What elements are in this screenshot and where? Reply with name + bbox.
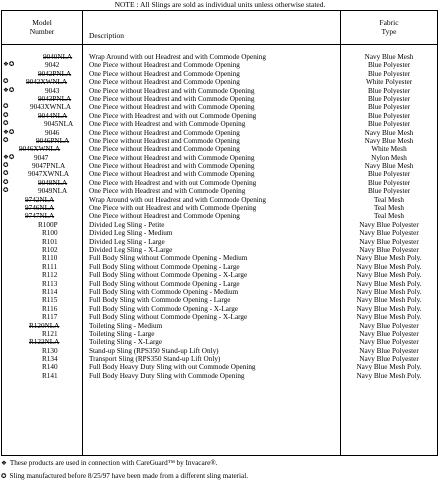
table-row: [2, 296, 437, 304]
fabric-type-cell: Navy Blue Polyester: [359, 346, 419, 355]
table-row: [2, 87, 437, 95]
description-cell: One Piece with out Headrest and with Commode Opening: [89, 204, 257, 213]
description-cell: One Piece without Headrest and with Commode Opening: [89, 162, 255, 171]
footnote-careguard: ❖ These products are used in connection with CareGuard™ by Invacare®.: [1, 459, 218, 467]
model-number: R101: [42, 237, 58, 246]
star-badge-icon: ✪: [1, 473, 7, 480]
model-number: 9046: [45, 128, 60, 137]
model-number: R113: [42, 279, 58, 288]
table-row: [2, 70, 437, 78]
note-text: NOTE : All Slings are sold as individual units unless otherwise stated.: [114, 0, 326, 9]
fabric-type-cell: Blue Polyester: [367, 187, 411, 196]
model-number: 9042XWNLA: [26, 78, 68, 87]
description-cell: Full Body Heavy Duty Sling with out Commode Opening: [89, 363, 256, 372]
description-cell: Stand-up Sling (RPS350 Stand-up Lift Only): [89, 346, 219, 355]
fabric-type-cell: Navy Blue Polyester: [359, 338, 419, 347]
model-number: R122NLA: [29, 338, 60, 347]
model-number: R134: [42, 355, 58, 364]
table-row: [2, 322, 437, 330]
description-cell: One Piece without Headrest and with Commode Opening: [89, 170, 255, 179]
fabric-type-cell: Teal Mesh: [373, 212, 405, 221]
fabric-type-cell: Navy Blue Mesh: [364, 128, 414, 137]
table-row: [2, 145, 437, 153]
footnote-symbol-icon: ❖✪: [3, 128, 15, 136]
model-number: R121: [42, 329, 58, 338]
model-number: R117: [42, 313, 58, 322]
table-row: [2, 229, 437, 237]
footnote-symbol-icon: ✪: [3, 103, 9, 111]
description-cell: One Piece without Headrest and with Commode Opening: [89, 153, 255, 162]
table-header: [2, 11, 437, 45]
table-body: [2, 53, 437, 380]
fabric-type-cell: Navy Blue Mesh Poly.: [356, 271, 422, 280]
table-row: [2, 95, 437, 103]
description-cell: Full Body Sling without Commode Opening - X-Large: [89, 271, 248, 280]
description-cell: Full Body Sling with Commode Opening - Large: [89, 296, 231, 305]
model-number: 9042PNLA: [38, 69, 72, 78]
model-number: R100: [42, 229, 58, 238]
model-number: 9040NLA: [43, 53, 73, 61]
description-cell: One Piece with Headrest and with Commode Opening: [89, 187, 246, 196]
model-number: R116: [42, 304, 58, 313]
table-row: [2, 53, 437, 61]
footnote-symbol-icon: ❖✪: [3, 61, 15, 69]
model-number: 9048NLA: [38, 178, 68, 187]
description-cell: One Piece without Headrest and Commode Opening: [89, 78, 240, 87]
header-model-number: Model Number: [29, 18, 55, 36]
description-cell: One Piece without Headrest and Commode Opening: [89, 69, 240, 78]
description-cell: Wrap Around with out Headrest and with Commode Opening: [89, 195, 266, 204]
description-cell: Toileting Sling - Medium: [89, 321, 163, 330]
table-row: [2, 313, 437, 321]
footnote-symbol-icon: ✪: [3, 187, 9, 195]
description-cell: Wrap Around with out Headrest and with Commode Opening: [89, 53, 266, 61]
description-cell: Divided Leg Sling - Large: [89, 237, 165, 246]
description-cell: One Piece without Headrest and Commode Opening: [89, 61, 240, 70]
model-number: R115: [42, 296, 58, 305]
footnote-symbol-icon: ✪: [3, 136, 9, 144]
description-cell: One Piece with Headrest and with out Commode Opening: [89, 111, 257, 120]
description-cell: Full Body Sling with Commode Opening - Medium: [89, 287, 239, 296]
fabric-type-cell: Navy Blue Mesh: [364, 136, 414, 145]
model-number: 9747NLA: [25, 212, 55, 221]
fabric-type-cell: Blue Polyester: [367, 103, 411, 112]
model-number: 9045NLA: [44, 120, 74, 129]
description-cell: One Piece without Headrest and Commode Opening: [89, 136, 240, 145]
model-number: 9742NLA: [25, 195, 55, 204]
table-row: [2, 372, 437, 380]
table-row: [2, 238, 437, 246]
description-cell: Full Body Sling without Commode Opening - Medium: [89, 254, 248, 263]
table-row: [2, 330, 437, 338]
description-cell: Full Body Sling without Commode Opening - Large: [89, 279, 240, 288]
fabric-type-cell: Blue Polyester: [367, 120, 411, 129]
fabric-type-cell: Navy Blue Mesh: [364, 53, 414, 61]
description-cell: Toileting Sling - Large: [89, 329, 155, 338]
fabric-type-cell: Teal Mesh: [373, 195, 405, 204]
model-number: R112: [42, 271, 58, 280]
model-number: 9047XWNLA: [28, 170, 70, 179]
sling-table: [1, 10, 438, 456]
table-row: [2, 246, 437, 254]
table-row: [2, 271, 437, 279]
table-row: [2, 137, 437, 145]
fabric-type-cell: Navy Blue Mesh Poly.: [356, 363, 422, 372]
model-number: 9043: [45, 86, 60, 95]
fabric-type-cell: Navy Blue Polyester: [359, 220, 419, 229]
table-row: [2, 112, 437, 120]
table-row: [2, 103, 437, 111]
fabric-type-cell: Navy Blue Polyester: [359, 245, 419, 254]
table-row: [2, 129, 437, 137]
fabric-type-cell: Navy Blue Mesh Poly.: [356, 262, 422, 271]
header-description: Description: [89, 31, 124, 40]
table-row: [2, 221, 437, 229]
table-row: [2, 162, 437, 170]
description-cell: Full Body Heavy Duty Sling with Commode Opening: [89, 371, 245, 380]
table-row: [2, 179, 437, 187]
model-number: R100P: [38, 220, 58, 229]
model-number: R102: [42, 245, 58, 254]
fabric-type-cell: Navy Blue Mesh Poly.: [356, 296, 422, 305]
table-row: [2, 120, 437, 128]
model-number: 9046XWNLA: [19, 145, 61, 154]
fabric-type-cell: Navy Blue Mesh Poly.: [356, 279, 422, 288]
description-cell: One Piece with Headrest and with out Commode Opening: [89, 178, 257, 187]
description-cell: Transport Sling (RPS350 Stand-up Lift Only): [89, 355, 221, 364]
description-cell: Toileting Sling - X-Large: [89, 338, 163, 347]
table-row: [2, 204, 437, 212]
table-row: [2, 61, 437, 69]
model-number: 9043XWNLA: [30, 103, 72, 112]
footnote-material: ✪ Sling manufactured before 8/25/97 have been made from a different sling material.: [1, 472, 249, 480]
fabric-type-cell: Navy Blue Polyester: [359, 229, 419, 238]
footnote-symbol-icon: ✪: [3, 78, 9, 86]
fabric-type-cell: Navy Blue Mesh Poly.: [356, 304, 422, 313]
model-number: R141: [42, 371, 58, 380]
description-cell: One Piece without Headrest and Commode Opening: [89, 128, 240, 137]
table-row: [2, 338, 437, 346]
fabric-type-cell: Blue Polyester: [367, 111, 411, 120]
footnote-symbol-icon: ✪: [3, 178, 9, 186]
fabric-type-cell: Navy Blue Mesh: [364, 162, 414, 171]
model-number: 9746NLA: [25, 204, 55, 213]
footnote-symbol-icon: ✪: [3, 162, 9, 170]
table-row: [2, 196, 437, 204]
table-row: [2, 187, 437, 195]
model-number: 9042: [45, 61, 60, 70]
table-row: [2, 154, 437, 162]
fabric-type-cell: White Polyester: [365, 78, 413, 87]
fabric-type-cell: White Mesh: [371, 145, 407, 154]
model-number: 9049NLA: [38, 187, 68, 196]
description-cell: Divided Leg Sling - Petite: [89, 220, 165, 229]
table-row: [2, 212, 437, 220]
model-number: 9047: [34, 153, 49, 162]
table-row: [2, 288, 437, 296]
footnote-symbol-icon: ✪: [3, 111, 9, 119]
description-cell: One Piece without Headrest and Commode Opening: [89, 145, 240, 154]
fabric-type-cell: Navy Blue Polyester: [359, 355, 419, 364]
fabric-type-cell: Blue Polyester: [367, 94, 411, 103]
fabric-type-cell: Navy Blue Polyester: [359, 321, 419, 330]
fabric-type-cell: Blue Polyester: [367, 61, 411, 70]
table-row: [2, 254, 437, 262]
fabric-type-cell: Navy Blue Mesh Poly.: [356, 287, 422, 296]
footnote-symbol-icon: ❖✪: [3, 153, 15, 161]
table-row: [2, 263, 437, 271]
table-row: [2, 170, 437, 178]
model-number: 9046PNLA: [36, 136, 70, 145]
fabric-type-cell: Navy Blue Polyester: [359, 237, 419, 246]
model-number: R110: [42, 254, 58, 263]
model-number: 9044NLA: [38, 111, 68, 120]
table-row: [2, 280, 437, 288]
table-row: [2, 355, 437, 363]
table-row: [2, 305, 437, 313]
model-number: R130: [42, 346, 58, 355]
description-cell: Full Body Sling with Commode Opening - X-Large: [89, 304, 239, 313]
model-number: R114: [42, 287, 58, 296]
description-cell: Full Body Sling without Commode Opening - Large: [89, 262, 240, 271]
description-cell: Divided Leg Sling - Medium: [89, 229, 173, 238]
description-cell: One Piece with Headrest and with Commode Opening: [89, 120, 246, 129]
fabric-type-cell: Blue Polyester: [367, 170, 411, 179]
model-number: R120NLA: [29, 321, 60, 330]
fabric-type-cell: Navy Blue Mesh Poly.: [356, 371, 422, 380]
fabric-type-cell: Blue Polyester: [367, 178, 411, 187]
table-row: [2, 363, 437, 371]
footnote-symbol-icon: ❖✪: [3, 86, 15, 94]
model-number: 9043PNLA: [38, 94, 72, 103]
description-cell: One Piece without Headrest and with Commode Opening: [89, 86, 255, 95]
fabric-type-cell: Nylon Mesh: [371, 153, 407, 162]
fabric-type-cell: Teal Mesh: [373, 204, 405, 213]
model-number: R140: [42, 363, 58, 372]
footnote-symbol-icon: ✪: [3, 170, 9, 178]
description-cell: One Piece without Headrest and Commode Opening: [89, 212, 240, 221]
fabric-type-cell: Blue Polyester: [367, 86, 411, 95]
fabric-type-cell: Navy Blue Mesh Poly.: [356, 254, 422, 263]
description-cell: Divided Leg Sling - X-Large: [89, 245, 173, 254]
diamond-icon: ❖: [1, 460, 7, 467]
description-cell: Full Body Sling without Commode Opening - X-Large: [89, 313, 248, 322]
table-row: [2, 78, 437, 86]
model-number: 9047PNLA: [32, 162, 66, 171]
header-fabric-type: Fabric Type: [379, 18, 399, 36]
footnote-symbol-icon: ✪: [3, 120, 9, 128]
model-number: R111: [42, 262, 58, 271]
table-row: [2, 347, 437, 355]
fabric-type-cell: Navy Blue Polyester: [359, 329, 419, 338]
description-cell: One Piece without Headrest and with Commode Opening: [89, 94, 255, 103]
fabric-type-cell: Navy Blue Mesh Poly.: [356, 313, 422, 322]
description-cell: One Piece without Headrest and with Commode Opening: [89, 103, 255, 112]
fabric-type-cell: Blue Polyester: [367, 69, 411, 78]
